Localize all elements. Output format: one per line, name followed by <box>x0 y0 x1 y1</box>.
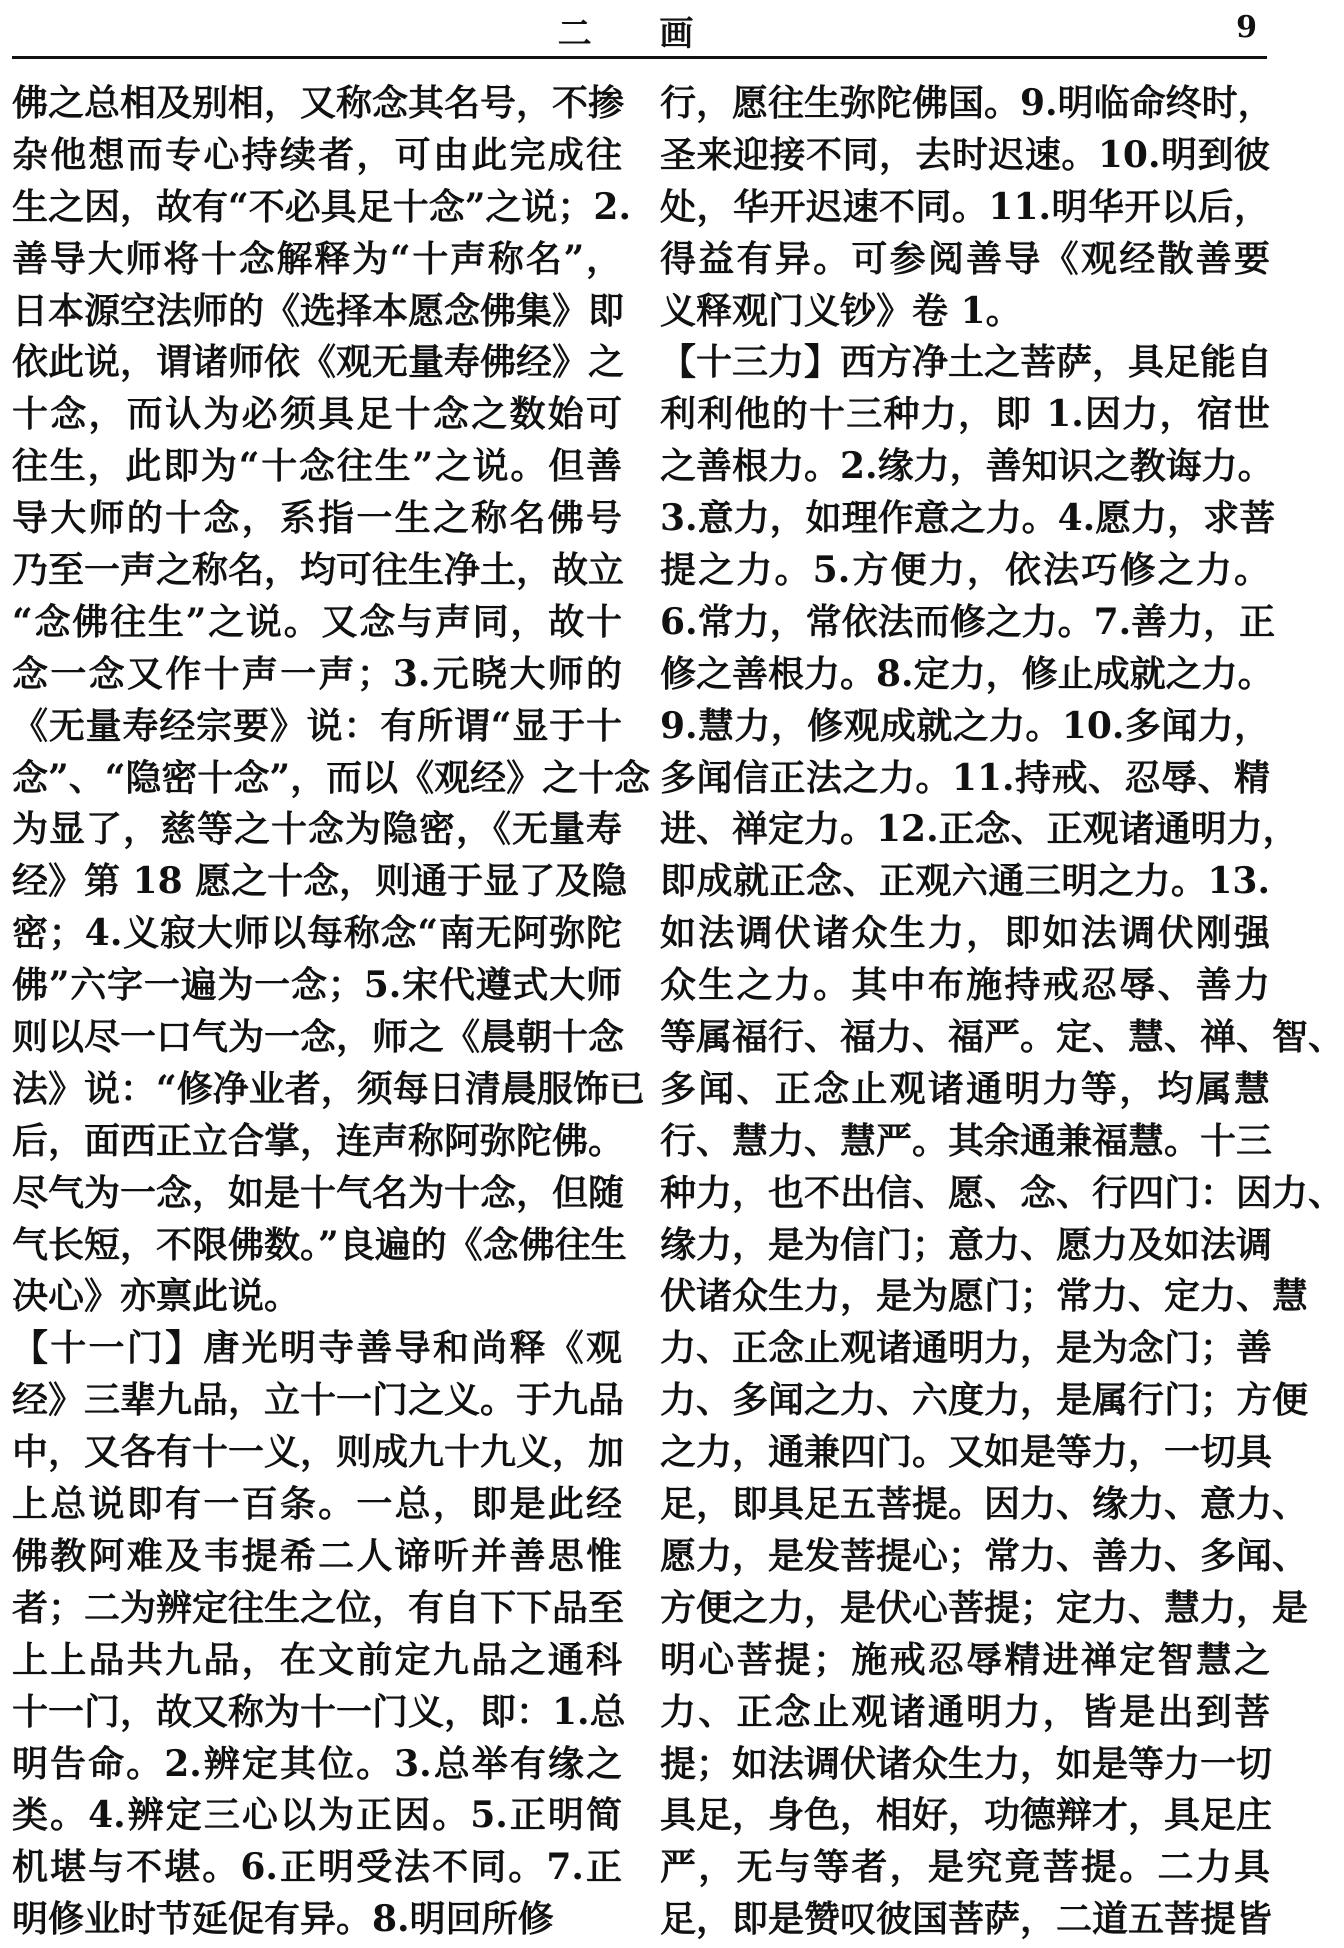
text-line: 多闻、正念止观诸通明力等，均属慧 <box>660 1067 1270 1110</box>
text-line: 日本源空法师的《选择本愿念佛集》即 <box>12 289 625 332</box>
text-line: 十念，而认为必须具足十念之数始可 <box>12 393 622 436</box>
text-line: 法》说：“修净业者，须每日清晨服饰已 <box>12 1067 645 1110</box>
text-line: 足，即具足五菩提。因力、缘力、意力、 <box>660 1483 1309 1526</box>
text-line: 经》第 18 愿之十念，则通于显了及隐 <box>12 860 628 903</box>
text-line: 密；4.义寂大师以每称念“南无阿弥陀 <box>12 912 622 955</box>
text-line: 经》三辈九品，立十一门之义。于九品 <box>12 1379 625 1422</box>
text-line: 愿力，是发菩提心；常力、善力、多闻、 <box>660 1534 1309 1577</box>
page-header <box>12 0 1267 59</box>
text-line: 足，即是赞叹彼国菩萨，二道五菩提皆 <box>660 1898 1273 1941</box>
text-line: 机堪与不堪。6.正明受法不同。7.正 <box>12 1846 622 1889</box>
text-line: 念”、“隐密十念”，而以《观经》之十念 <box>12 756 651 799</box>
text-line: 佛之总相及别相，又称念其名号，不掺 <box>12 82 625 124</box>
text-line: 等属福行、福力、福严。定、慧、禅、智、 <box>660 1016 1344 1059</box>
text-line: 之善根力。2.缘力，善知识之教诲力。 <box>660 445 1274 488</box>
left-text-column <box>12 80 651 1948</box>
text-line: 提之力。5.方便力，依法巧修之力。 <box>660 549 1270 592</box>
text-line: 即成就正念、正观六通三明之力。13. <box>660 860 1270 903</box>
text-line: 方便之力，是伏心菩提；定力、慧力，是 <box>660 1586 1309 1629</box>
text-line: 明修业时节延促有异。8.明回所修 <box>12 1898 554 1941</box>
text-line: 伏诸众生力，是为愿门；常力、定力、慧 <box>660 1275 1309 1318</box>
text-line: 力、多闻之力、六度力，是属行门；方便 <box>660 1379 1309 1422</box>
text-line: 之力，通兼四门。又如是等力，一切具 <box>660 1431 1273 1474</box>
text-line: 多闻信正法之力。11.持戒、忍辱、精 <box>660 756 1270 799</box>
text-line: 众生之力。其中布施持戒忍辱、善力 <box>660 964 1270 1007</box>
text-line: 决心》亦禀此说。 <box>12 1275 301 1318</box>
text-line: 明心菩提；施戒忍辱精进禅定智慧之 <box>660 1638 1270 1681</box>
page-number: 9 <box>1236 10 1257 45</box>
text-line: 严，无与等者，是究竟菩提。二力具 <box>660 1846 1270 1889</box>
text-line: 者；二为辨定往生之位，有自下下品至 <box>12 1586 625 1629</box>
right-text-column <box>660 80 1344 1948</box>
text-line: 6.常力，常依法而修之力。7.善力，正 <box>660 600 1276 643</box>
text-line: 上总说即有一百条。一总，即是此经 <box>12 1483 622 1526</box>
text-line: 气长短，不限佛数。”良遍的《念佛往生 <box>12 1223 627 1266</box>
text-line: 种力，也不出信、愿、念、行四门：因力、 <box>660 1171 1344 1214</box>
text-line: 佛”六字一遍为一念；5.宋代遵式大师 <box>12 964 622 1007</box>
text-line: 杂他想而专心持续者，可由此完成往 <box>12 133 622 176</box>
text-line: 念一念又作十声一声；3.元晓大师的 <box>12 652 622 695</box>
text-line: 善导大师将十念解释为“十声称名”， <box>12 237 622 280</box>
page-title: 二 画 <box>557 14 722 54</box>
text-line: 行，愿往生弥陀佛国。9.明临命终时， <box>660 82 1274 124</box>
text-line: 9.慧力，修观成就之力。10.多闻力， <box>660 704 1270 747</box>
text-line: 《无量寿经宗要》说：有所谓“显于十 <box>12 704 622 747</box>
text-line: 上上品共九品，在文前定九品之通科 <box>12 1638 622 1681</box>
text-line: 类。4.辨定三心以为正因。5.正明简 <box>12 1794 622 1837</box>
text-line: 得益有异。可参阅善导《观经散善要 <box>660 237 1270 280</box>
text-line: 【十一门】唐光明寺善导和尚释《观 <box>12 1327 622 1370</box>
text-line: 提；如法调伏诸众生力，如是等力一切 <box>660 1742 1273 1785</box>
text-line: 十一门，故又称为十一门义，即：1.总 <box>12 1690 626 1733</box>
text-line: 3.意力，如理作意之力。4.愿力，求菩 <box>660 497 1276 540</box>
text-line: 如法调伏诸众生力，即如法调伏刚强 <box>660 912 1270 955</box>
text-line: 力、正念止观诸通明力，皆是出到菩 <box>660 1690 1270 1733</box>
text-line: 明告命。2.辨定其位。3.总举有缘之 <box>12 1742 622 1785</box>
text-line: 缘力，是为信门；意力、愿力及如法调 <box>660 1223 1273 1266</box>
text-line: 圣来迎接不同，去时迟速。10.明到彼 <box>660 133 1270 176</box>
text-line: “念佛往生”之说。又念与声同，故十 <box>12 600 622 643</box>
text-line: 则以尽一口气为一念，师之《晨朝十念 <box>12 1016 625 1059</box>
text-line: 生之因，故有“不必具足十念”之说；2. <box>12 185 631 228</box>
text-line: 力、正念止观诸通明力，是为念门；善 <box>660 1327 1273 1370</box>
text-line: 后，面西正立合掌，连声称阿弥陀佛。 <box>12 1119 625 1162</box>
text-line: 【十三力】西方净土之菩萨，具足能自 <box>660 341 1273 384</box>
text-line: 导大师的十念，系指一生之称名佛号 <box>12 497 622 540</box>
text-line: 依此说，谓诸师依《观无量寿佛经》之 <box>12 341 625 384</box>
text-line: 行、慧力、慧严。其余通兼福慧。十三 <box>660 1119 1273 1162</box>
text-line: 具足，身色，相好，功德辩才，具足庄 <box>660 1794 1273 1837</box>
text-line: 利利他的十三种力，即 1.因力，宿世 <box>660 393 1270 436</box>
text-line: 为显了，慈等之十念为隐密，《无量寿 <box>12 808 622 851</box>
text-line: 修之善根力。8.定力，修止成就之力。 <box>660 652 1274 695</box>
text-line: 往生，此即为“十念往生”之说。但善 <box>12 445 622 488</box>
text-line: 佛教阿难及韦提希二人谛听并善思惟 <box>12 1534 622 1577</box>
text-line: 义释观门义钞》卷 1。 <box>660 289 1022 332</box>
text-line: 处，华开迟速不同。11.明华开以后， <box>660 185 1270 228</box>
text-line: 中，又各有十一义，则成九十九义，加 <box>12 1431 625 1474</box>
text-line: 进、禅定力。12.正念、正观诸通明力， <box>660 808 1299 851</box>
text-line: 乃至一声之称名，均可往生净土，故立 <box>12 549 625 592</box>
text-line: 尽气为一念，如是十气名为十念，但随 <box>12 1171 625 1214</box>
